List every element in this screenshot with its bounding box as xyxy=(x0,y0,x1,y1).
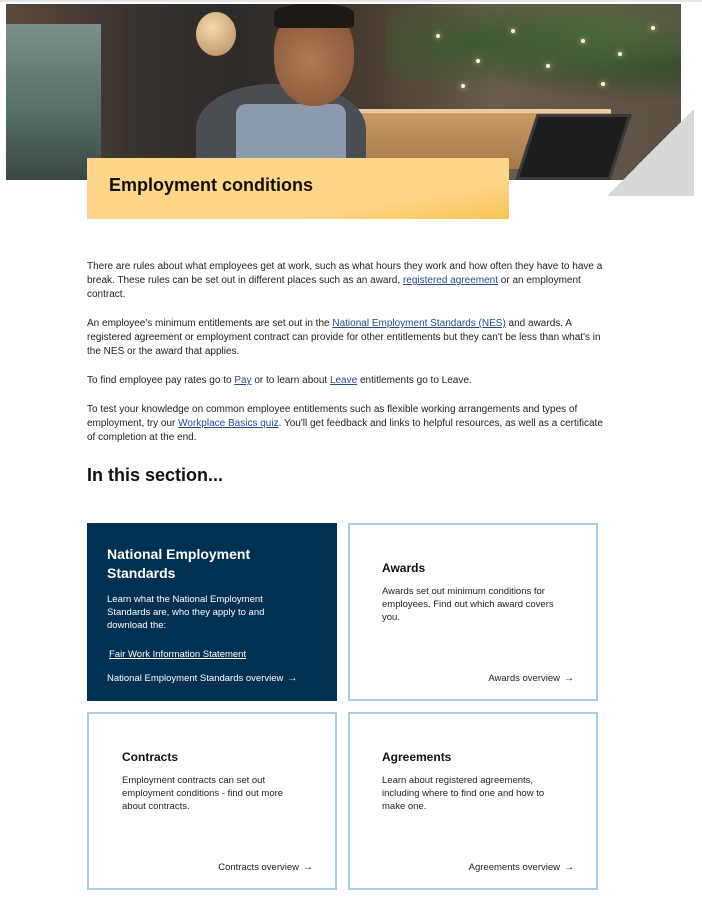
awards-card[interactable] xyxy=(348,523,598,701)
hero-image xyxy=(6,4,681,180)
intro-paragraph-3: To find employee pay rates go to Pay or to learn about Leave entitlements go to Leave. xyxy=(87,375,472,386)
workplace-basics-quiz-link[interactable]: Workplace Basics quiz xyxy=(178,418,279,429)
agreements-overview-link[interactable]: Agreements overview → xyxy=(468,862,574,873)
contracts-card-title: Contracts xyxy=(122,750,179,764)
hero-window xyxy=(6,24,101,180)
registered-agreement-link[interactable]: registered agreement xyxy=(402,275,498,286)
page-title-banner xyxy=(87,158,509,219)
intro-paragraph-1: There are rules about what employees get at work, such as what hours they work and how often they have to have a break. These rules can be set out in different places such as an award, registered agreement or an employment contract. xyxy=(87,261,603,300)
nes-card-title: National Employment Standards xyxy=(107,546,251,581)
agreements-card[interactable] xyxy=(348,712,598,890)
nes-card-desc: Learn what the National Employment Standards are, who they apply to and download the: xyxy=(107,594,265,631)
agreements-card-desc: Learn about registered agreements, including where to find one and how to make one. xyxy=(382,775,545,812)
arrow-right-icon: → xyxy=(564,862,574,873)
awards-overview-link[interactable]: Awards overview → xyxy=(488,673,574,684)
contracts-overview-link[interactable]: Contracts overview → xyxy=(218,862,313,873)
arrow-right-icon: → xyxy=(287,673,298,684)
nes-card[interactable] xyxy=(87,523,337,701)
top-divider xyxy=(0,0,702,2)
section-heading: In this section... xyxy=(87,465,224,485)
nes-overview-link[interactable]: National Employment Standards overview → xyxy=(107,673,298,684)
leave-link[interactable]: Leave xyxy=(329,375,358,386)
intro-paragraph-2: An employee's minimum entitlements are set out in the National Employment Standards (NES) and awards. A registered agreement or employment contract can provide for other entitlements but they can't be less than what's in the NES or the award that applies. xyxy=(87,318,601,357)
contracts-card-desc: Employment contracts can set out employment conditions - find out more about contracts. xyxy=(122,775,284,812)
nes-link[interactable]: National Employment Standards (NES) xyxy=(332,318,506,329)
page-title: Employment conditions xyxy=(109,175,314,195)
arrow-right-icon: → xyxy=(564,673,574,684)
agreements-card-title: Agreements xyxy=(382,750,452,764)
pay-link[interactable]: Pay xyxy=(234,375,252,386)
awards-card-title: Awards xyxy=(382,561,426,575)
intro-paragraph-4: To test your knowledge on common employee entitlements such as flexible working arrangements and types of employment, try our Workplace Basics quiz. You'll get feedback and links to helpful resources, as well as a certificate of completion at the end. xyxy=(87,404,603,443)
awards-card-desc: Awards set out minimum conditions for employees. Find out which award covers you. xyxy=(382,586,554,623)
intro-content xyxy=(87,260,603,460)
hero-person xyxy=(156,4,356,180)
decorative-corner xyxy=(606,110,694,196)
fair-work-information-statement-link[interactable]: Fair Work Information Statement xyxy=(109,649,247,660)
contracts-card[interactable] xyxy=(87,712,337,890)
arrow-right-icon: → xyxy=(303,862,313,873)
hero-plants xyxy=(386,4,681,104)
